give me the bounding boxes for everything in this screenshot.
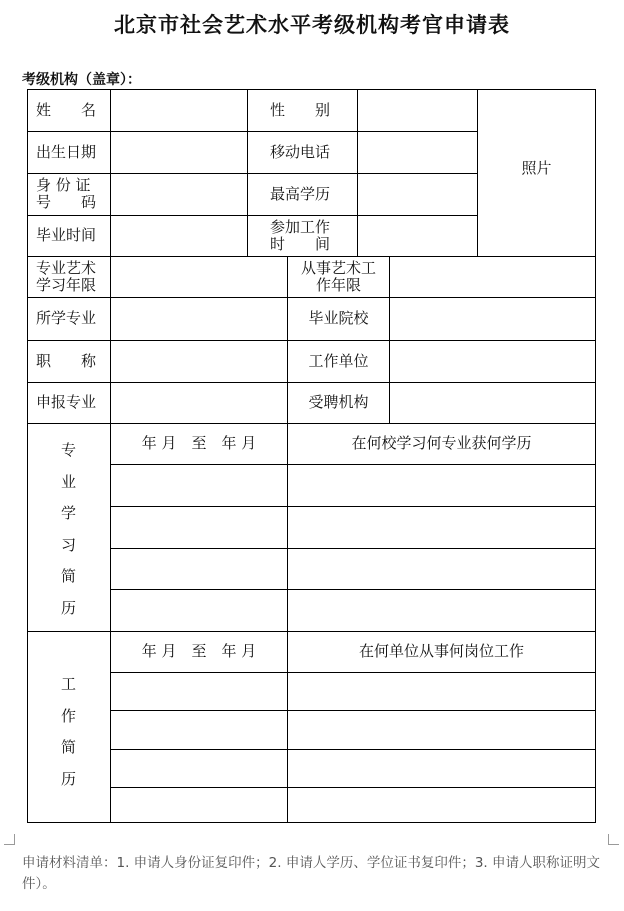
label-gender: 性 别 (270, 100, 331, 119)
input-education[interactable] (358, 174, 477, 215)
work-row-desc[interactable] (288, 711, 595, 749)
label-employer: 工作单位 (308, 351, 369, 370)
work-resume-side-label: 工 作 简 历 (60, 675, 76, 788)
study-row-period[interactable] (111, 465, 287, 506)
input-art-work-years[interactable] (390, 257, 595, 297)
work-row-desc[interactable] (288, 750, 595, 787)
work-row-period[interactable] (111, 711, 287, 749)
input-apply-major[interactable] (111, 383, 287, 423)
input-graduation-time[interactable] (111, 216, 247, 256)
study-row-desc[interactable] (288, 465, 595, 506)
input-gender[interactable] (358, 90, 477, 131)
input-major[interactable] (111, 298, 287, 340)
label-apply-major: 申报专业 (36, 393, 97, 411)
study-col-period-header: 年 月 至 年 月 (141, 434, 257, 452)
label-id-number: 身 份 证 号 码 (36, 176, 97, 211)
input-study-years[interactable] (111, 257, 287, 297)
work-col-period-header: 年 月 至 年 月 (141, 642, 257, 660)
work-row-period[interactable] (111, 788, 287, 822)
study-row-period[interactable] (111, 590, 287, 631)
org-label: 考级机构（盖章）： (22, 72, 141, 88)
label-major: 所学专业 (36, 309, 97, 327)
label-art-work-years: 从事艺术工 作年限 (300, 258, 376, 294)
label-study-years: 专业艺术 学习年限 (36, 258, 97, 294)
input-title-rank[interactable] (111, 341, 287, 382)
photo-box[interactable] (478, 90, 595, 256)
crop-mark (4, 834, 15, 845)
study-row-period[interactable] (111, 507, 287, 548)
work-row-desc[interactable] (288, 673, 595, 710)
label-mobile: 移动电话 (270, 142, 331, 161)
photo-label: 照片 (521, 159, 552, 177)
study-row-period[interactable] (111, 549, 287, 589)
application-form-table (27, 89, 596, 823)
input-mobile[interactable] (358, 132, 477, 173)
input-employer[interactable] (390, 341, 595, 382)
label-education: 最高学历 (270, 184, 331, 203)
study-col-desc-header: 在何校学习何专业获何学历 (351, 434, 532, 452)
input-name[interactable] (111, 90, 247, 131)
input-hiring-org[interactable] (390, 383, 595, 423)
study-row-desc[interactable] (288, 507, 595, 548)
table-border-bottom (27, 822, 596, 823)
input-school[interactable] (390, 298, 595, 340)
study-resume-side-label: 专 业 学 习 简 历 (60, 441, 76, 617)
crop-mark (608, 834, 619, 845)
input-id-number[interactable] (111, 174, 247, 215)
work-row-period[interactable] (111, 673, 287, 710)
study-row-desc[interactable] (288, 549, 595, 589)
label-title-rank: 职 称 (36, 351, 97, 370)
label-school: 毕业院校 (308, 309, 369, 327)
label-birth-date: 出生日期 (36, 142, 97, 161)
label-name: 姓 名 (36, 100, 97, 119)
table-border-right (595, 89, 596, 823)
materials-list-note: 申请材料清单：1. 申请人身份证复印件；2. 申请人学历、学位证书复印件；3. 申请人职称证明文件）。 (22, 855, 601, 892)
label-hiring-org: 受聘机构 (308, 393, 369, 411)
work-row-desc[interactable] (288, 788, 595, 822)
label-graduation-time: 毕业时间 (36, 226, 97, 244)
form-title: 北京市社会艺术水平考级机构考官申请表 (114, 13, 510, 37)
work-row-period[interactable] (111, 750, 287, 787)
study-row-desc[interactable] (288, 590, 595, 631)
input-work-start-time[interactable] (358, 216, 477, 256)
input-birth-date[interactable] (111, 132, 247, 173)
label-work-start-time: 参加工作 时 间 (270, 217, 331, 253)
work-col-desc-header: 在何单位从事何岗位工作 (358, 642, 524, 660)
